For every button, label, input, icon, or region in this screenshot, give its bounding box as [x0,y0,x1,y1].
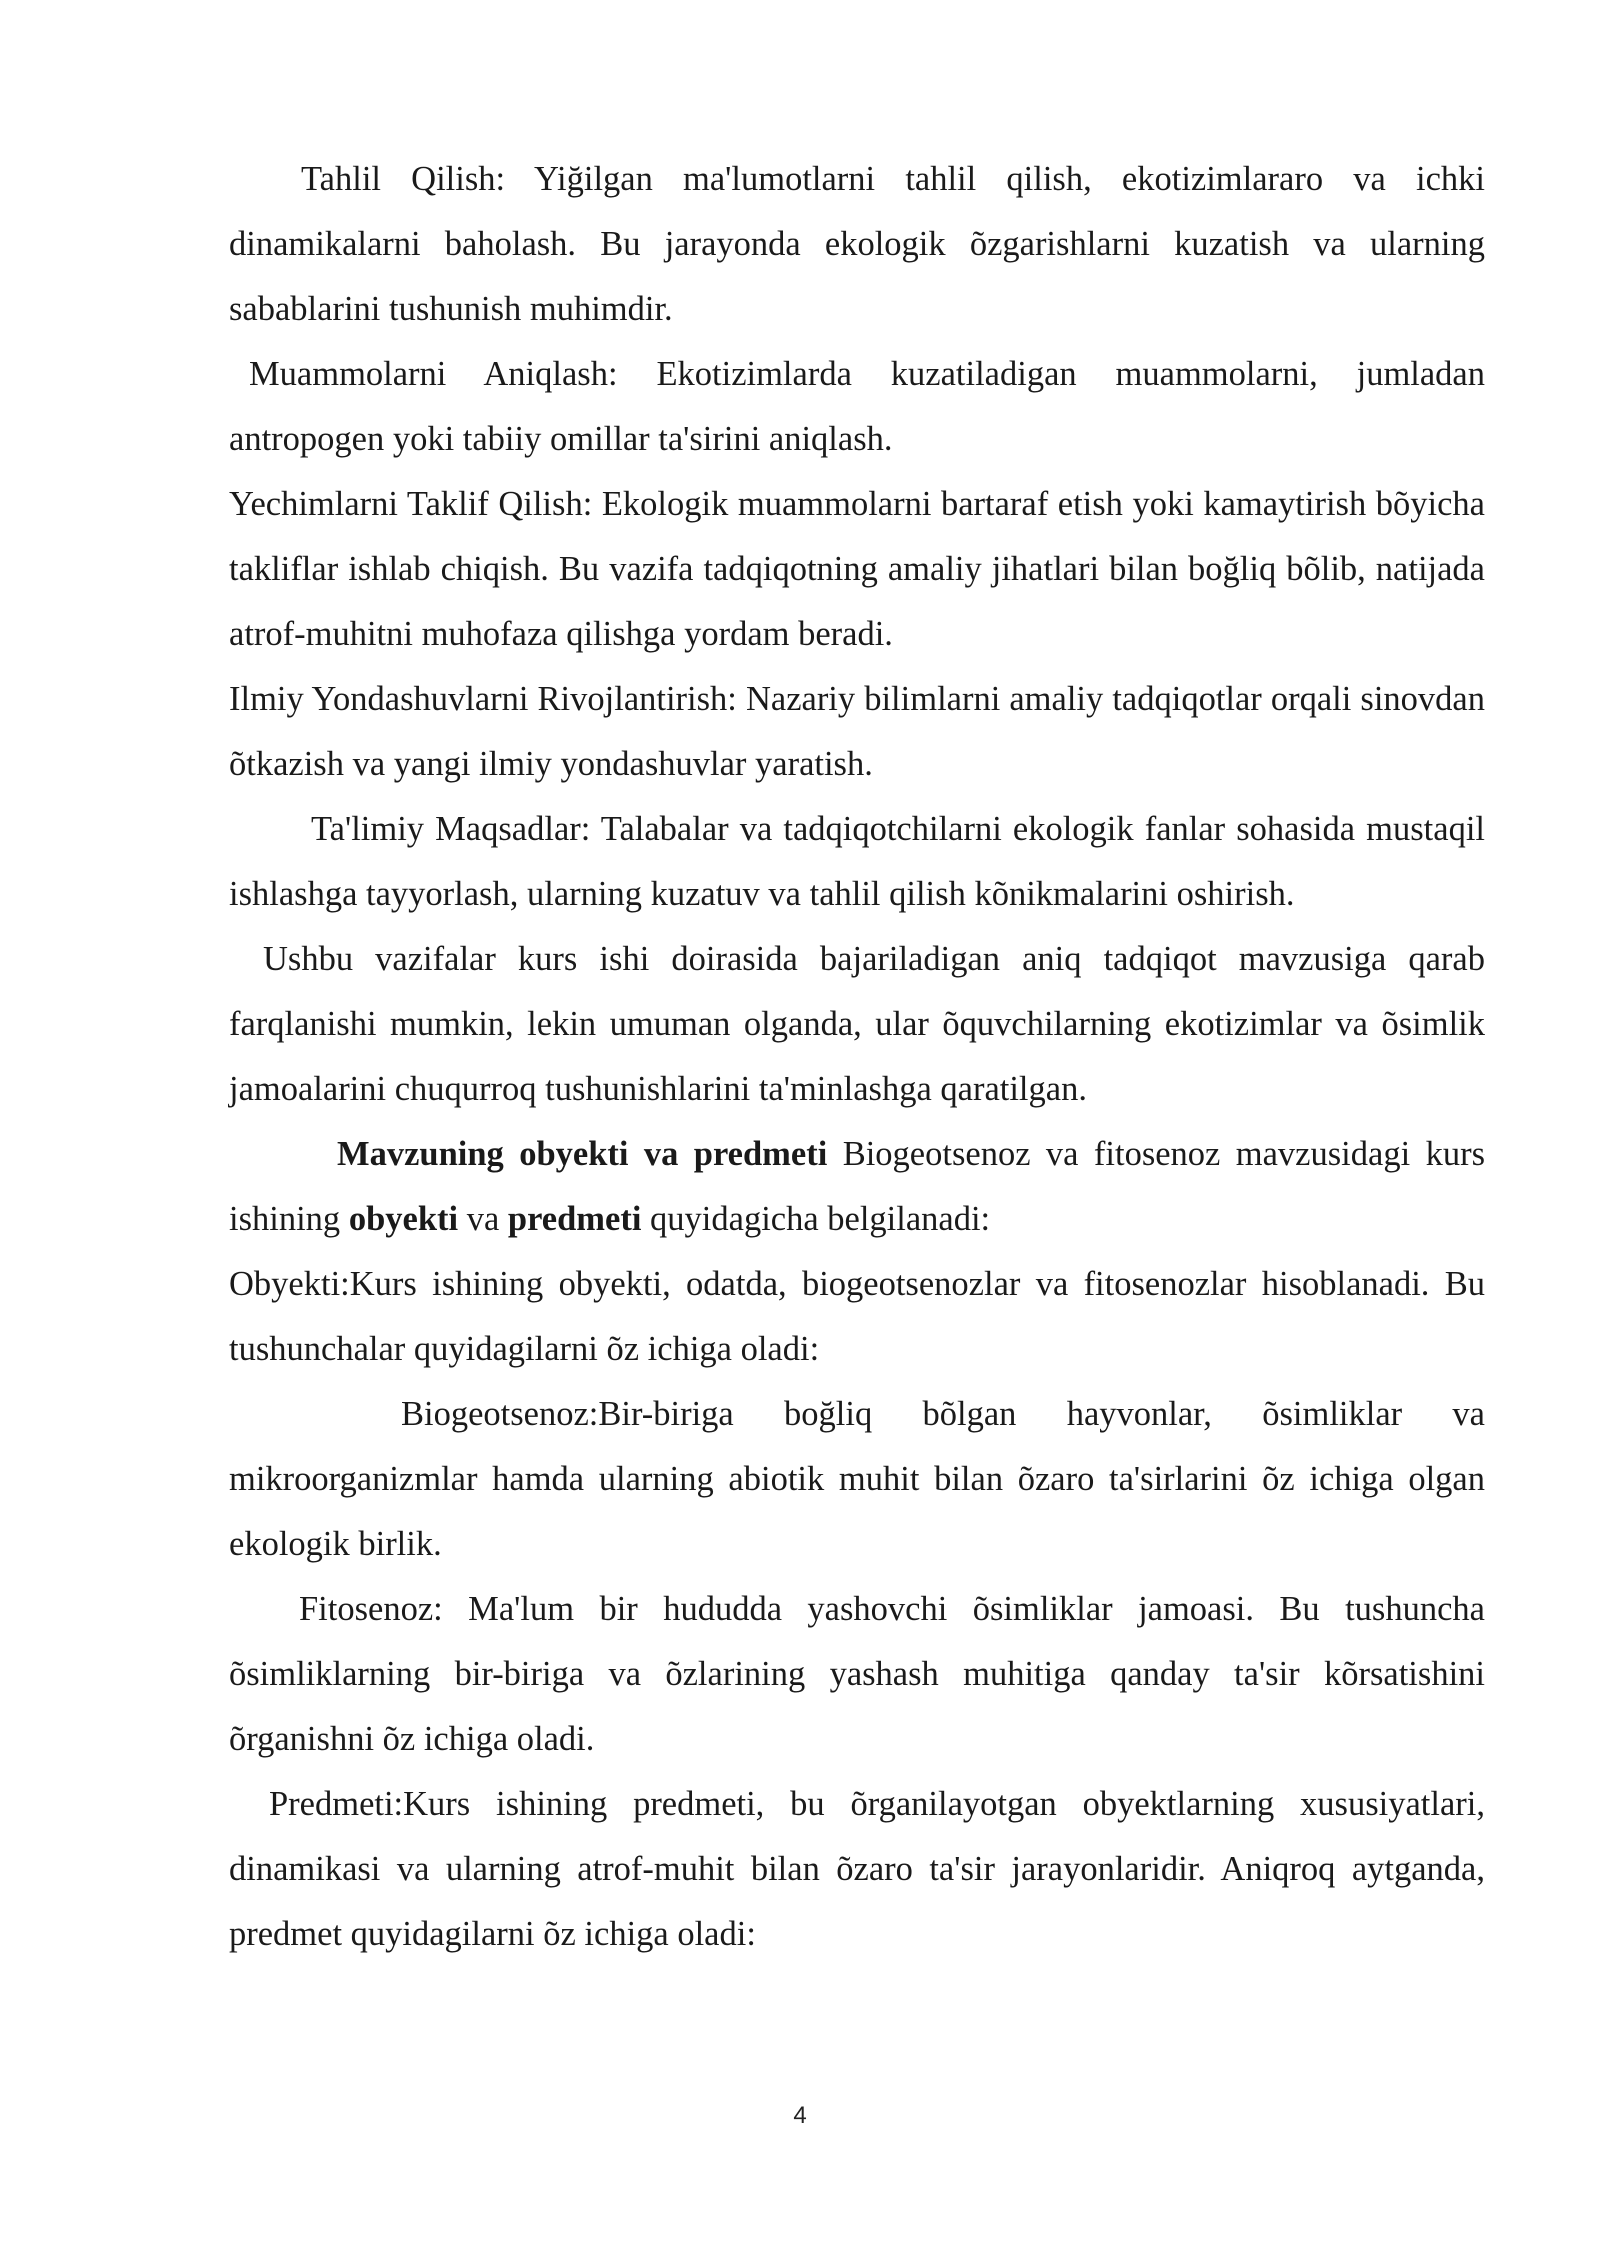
paragraph-talimiy-maqsadlar: Ta'limiy Maqsadlar: Talabalar va tadqiqotchilarni ekologik fanlar sohasida mustaqil ishlashga tayyorlash, ularning kuzatuv va tahlil qilish kõnikmalarini oshirish. [229,810,1485,913]
paragraph-muammolarni-aniqlash: Muammolarni Aniqlash: Ekotizimlarda kuzatiladigan muammolarni, jumladan antropogen yoki tabiiy omillar ta'sirini aniqlash. [229,355,1485,458]
bold-obyekti: obyekti [348,1200,459,1238]
section-heading: Mavzuning obyekti va predmeti [337,1135,828,1173]
paragraph-biogeotsenoz: Biogeotsenoz:Bir-biriga boğliq bõlgan hayvonlar, õsimliklar va mikroorganizmlar hamda ularning abiotik muhit bilan õzaro ta'sirlarini õz ichiga olgan ekologik birlik. [229,1395,1485,1563]
section-tail-text: quyidagicha belgilanadi: [641,1200,991,1238]
page-body [229,147,1485,1967]
paragraph-predmeti: Predmeti:Kurs ishining predmeti, bu õrganilayotgan obyektlarning xususiyatlari, dinamikasi va ularning atrof-muhit bilan õzaro ta'sir jarayonlaridir. Aniqroq aytganda, predmet quyidagilarni õz ichiga oladi: [229,1785,1485,1953]
bold-predmeti: predmeti [507,1200,642,1238]
paragraph-obyekti: Obyekti:Kurs ishining obyekti, odatda, biogeotsenozlar va fitosenozlar hisoblanadi. Bu tushunchalar quyidagilarni õz ichiga oladi: [229,1265,1485,1368]
section-intro-text: Biogeotsenoz va fitosenoz mavzusidagi kurs ishining [229,1135,1485,1238]
paragraph-tahlil-qilish: Tahlil Qilish: Yiğilgan ma'lumotlarni tahlil qilish, ekotizimlararo va ichki dinamikalarni baholash. Bu jarayonda ekologik õzgarishlarni kuzatish va ularning sabablarini tushunish muhimdir. [229,160,1485,328]
paragraph-ushbu-vazifalar: Ushbu vazifalar kurs ishi doirasida bajariladigan aniq tadqiqot mavzusiga qarab farqlanishi mumkin, lekin umuman olganda, ular õquvchilarning ekotizimlar va õsimlik jamoalarini chuqurroq tushunishlarini ta'minlashga qaratilgan. [229,940,1485,1108]
page-number: 4 [793,2102,807,2129]
paragraph-yechimlarni-taklif: Yechimlarni Taklif Qilish: Ekologik muammolarni bartaraf etish yoki kamaytirish bõyicha takliflar ishlab chiqish. Bu vazifa tadqiqotning amaliy jihatlari bilan boğliq bõlib, natijada atrof-muhitni muhofaza qilishga yordam beradi. [229,485,1485,653]
section-object-subject [229,1122,1485,1252]
conjunction-text: va [458,1200,508,1238]
paragraph-ilmiy-yondashuvlar: Ilmiy Yondashuvlarni Rivojlantirish: Nazariy bilimlarni amaliy tadqiqotlar orqali sinovdan õtkazish va yangi ilmiy yondashuvlar yaratish. [229,680,1485,783]
paragraph-fitosenoz: Fitosenoz: Ma'lum bir hududda yashovchi õsimliklar jamoasi. Bu tushuncha õsimliklarning bir-biriga va õzlarining yashash muhitiga qanday ta'sir kõrsatishini õrganishni õz ichiga oladi. [229,1590,1485,1758]
